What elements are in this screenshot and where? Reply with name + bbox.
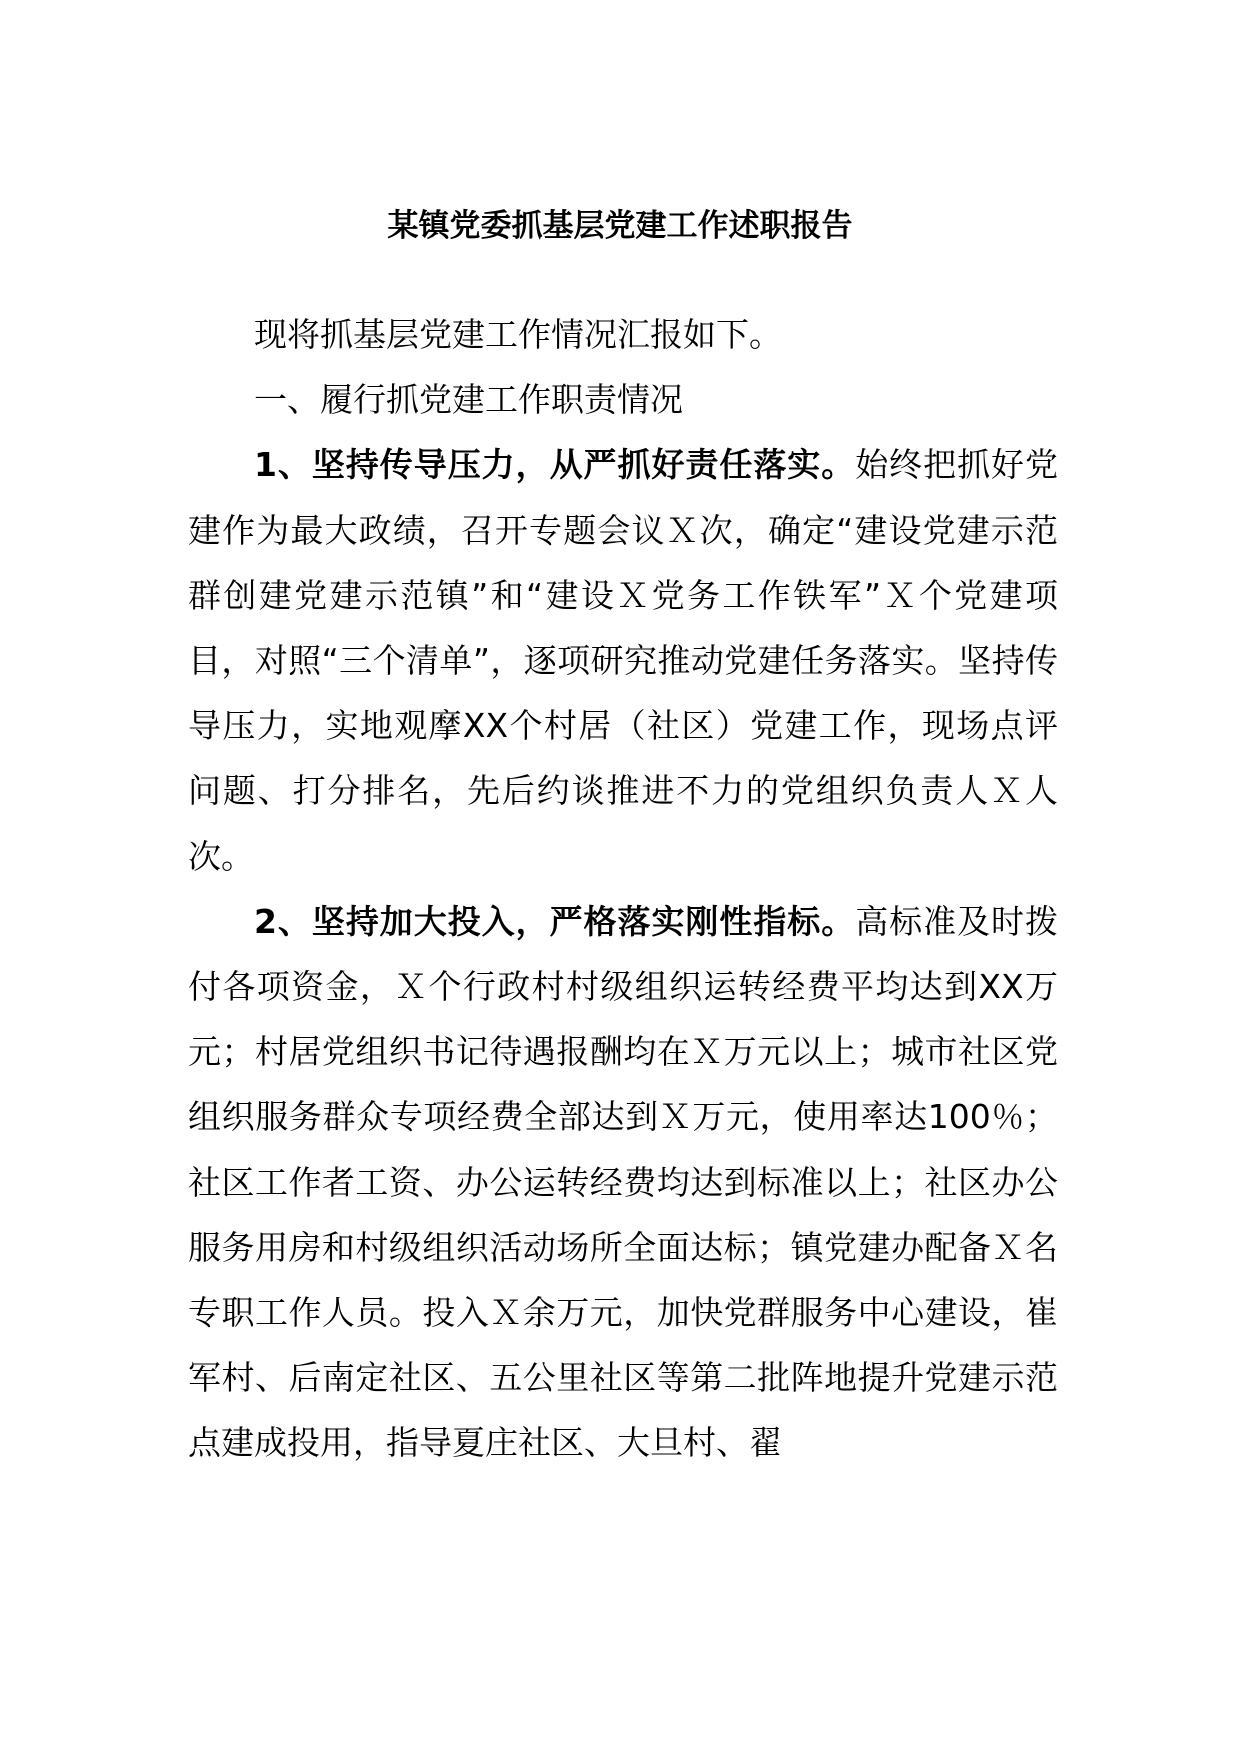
- paragraph-1: [188, 432, 1058, 888]
- paragraph-1-text: 始终把抓好党建作为最大政绩，召开专题会议Ｘ次，确定“建设党建示范群创建党建示范镇”和“建设Ｘ党务工作铁军”Ｘ个党建项目，对照“三个清单”，逐项研究推动党建任务落实。坚持传导压力，实地观摩XX个村居（社区）党建工作，现场点评问题、打分排名，先后约谈推进不力的党组织负责人Ｘ人次。: [188, 445, 1058, 876]
- paragraph-2-lead: 2、坚持加大投入，严格落实刚性指标。: [254, 901, 856, 941]
- document-body: [188, 302, 1058, 1476]
- intro-paragraph: 现将抓基层党建工作情况汇报如下。: [254, 315, 782, 354]
- section-heading: 一、履行抓党建工作职责情况: [254, 380, 683, 420]
- document-title: 某镇党委抓基层党建工作述职报告: [387, 208, 853, 244]
- paragraph-2-text: 高标准及时拨付各项资金，Ｘ个行政村村级组织运转经费平均达到XX万元；村居党组织书记待遇报酬均在Ｘ万元以上；城市社区党组织服务群众专项经费全部达到Ｘ万元，使用率达100％；社区工作者工资、办公运转经费均达到标准以上；社区办公服务用房和村级组织活动场所全面达标；镇党建办配备Ｘ名专职工作人员。投入Ｘ余万元，加快党群服务中心建设，崔军村、后南定社区、五公里社区等第二批阵地提升党建示范点建成投用，指导夏庄社区、大旦村、翟: [188, 901, 1058, 1463]
- paragraph-2: [188, 889, 1058, 1476]
- paragraph-1-lead: 1、坚持传导压力，从严抓好责任落实。: [254, 445, 856, 485]
